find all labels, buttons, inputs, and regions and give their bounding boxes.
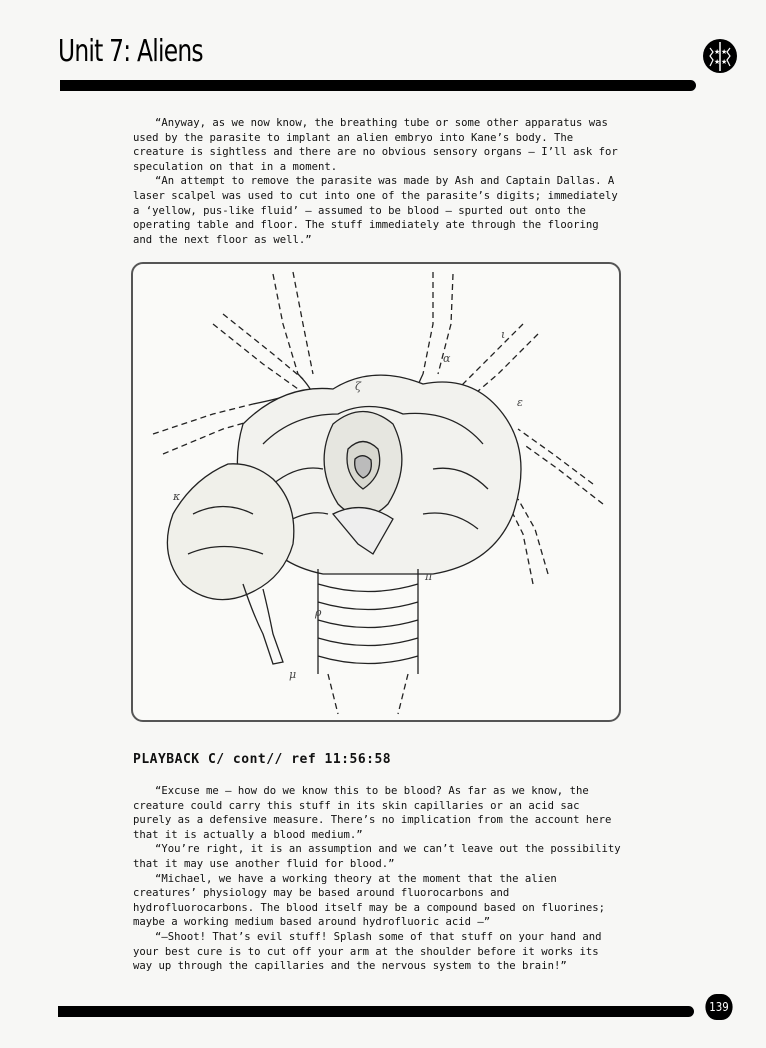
footer-rule — [58, 1006, 694, 1017]
section-heading: PLAYBACK C/ cont// ref 11:56:58 — [133, 752, 392, 767]
label-rho: ρ — [315, 606, 322, 619]
svg-text:★: ★ — [721, 58, 728, 66]
svg-text:★: ★ — [721, 48, 728, 56]
paragraph: “Michael, we have a working theory at the moment that the alien creatures’ physiology may be based around fluorocarbons and hydrofluorocarbons. The blood itself may be a compound based on fluorines; maybe a working medium based around hydrofluoric acid –” — [133, 872, 605, 929]
header-rule — [60, 80, 696, 91]
label-iota: ι — [501, 328, 506, 341]
label-pi: π — [425, 570, 433, 583]
top-text-block — [133, 116, 623, 247]
unit-title: Unit 7: Aliens — [58, 34, 203, 69]
paragraph: “–Shoot! That’s evil stuff! Splash some of that stuff on your hand and your best cure is to cut off your arm at the shoulder before it works its way up through the capillaries and the nervous system to the brain!” — [133, 930, 602, 973]
label-kappa: κ — [173, 490, 181, 503]
label-zeta: ζ — [355, 380, 361, 393]
paragraph: “You’re right, it is an assumption and we can’t leave out the possibility that it may use another fluid for blood.” — [133, 843, 621, 870]
figure-frame — [131, 262, 621, 722]
svg-text:★: ★ — [714, 48, 721, 56]
alien-logo-icon — [702, 38, 738, 74]
paragraph: “Anyway, as we now know, the breathing tube or some other apparatus was used by the parasite to implant an alien embryo into Kane’s body. The creature is sightless and there are no obvious sensory organs – I’ll ask for speculation on that in a moment. — [133, 117, 618, 173]
paragraph: “An attempt to remove the parasite was made by Ash and Captain Dallas. A laser scalpel was used to cut into one of the parasite’s digits; immediately a ‘yellow, pus-like fluid’ – assumed to be blood – spurted out onto the operating table and floor. The stuff immediately ate through the flooring and the next floor as well.” — [133, 175, 618, 246]
facehugger-illustration — [133, 264, 619, 720]
label-mu: μ — [289, 668, 297, 681]
svg-text:★: ★ — [714, 58, 721, 66]
label-alpha: α — [443, 352, 451, 365]
bottom-text-block — [133, 784, 623, 974]
page-number: 139 — [705, 994, 732, 1020]
label-epsilon: ε — [517, 396, 523, 409]
paragraph: “Excuse me – how do we know this to be blood? As far as we know, the creature could carry this stuff in its skin capillaries or an acid sac purely as a defensive measure. There’s no implication from the account here that it is actually a blood medium.” — [133, 785, 612, 841]
